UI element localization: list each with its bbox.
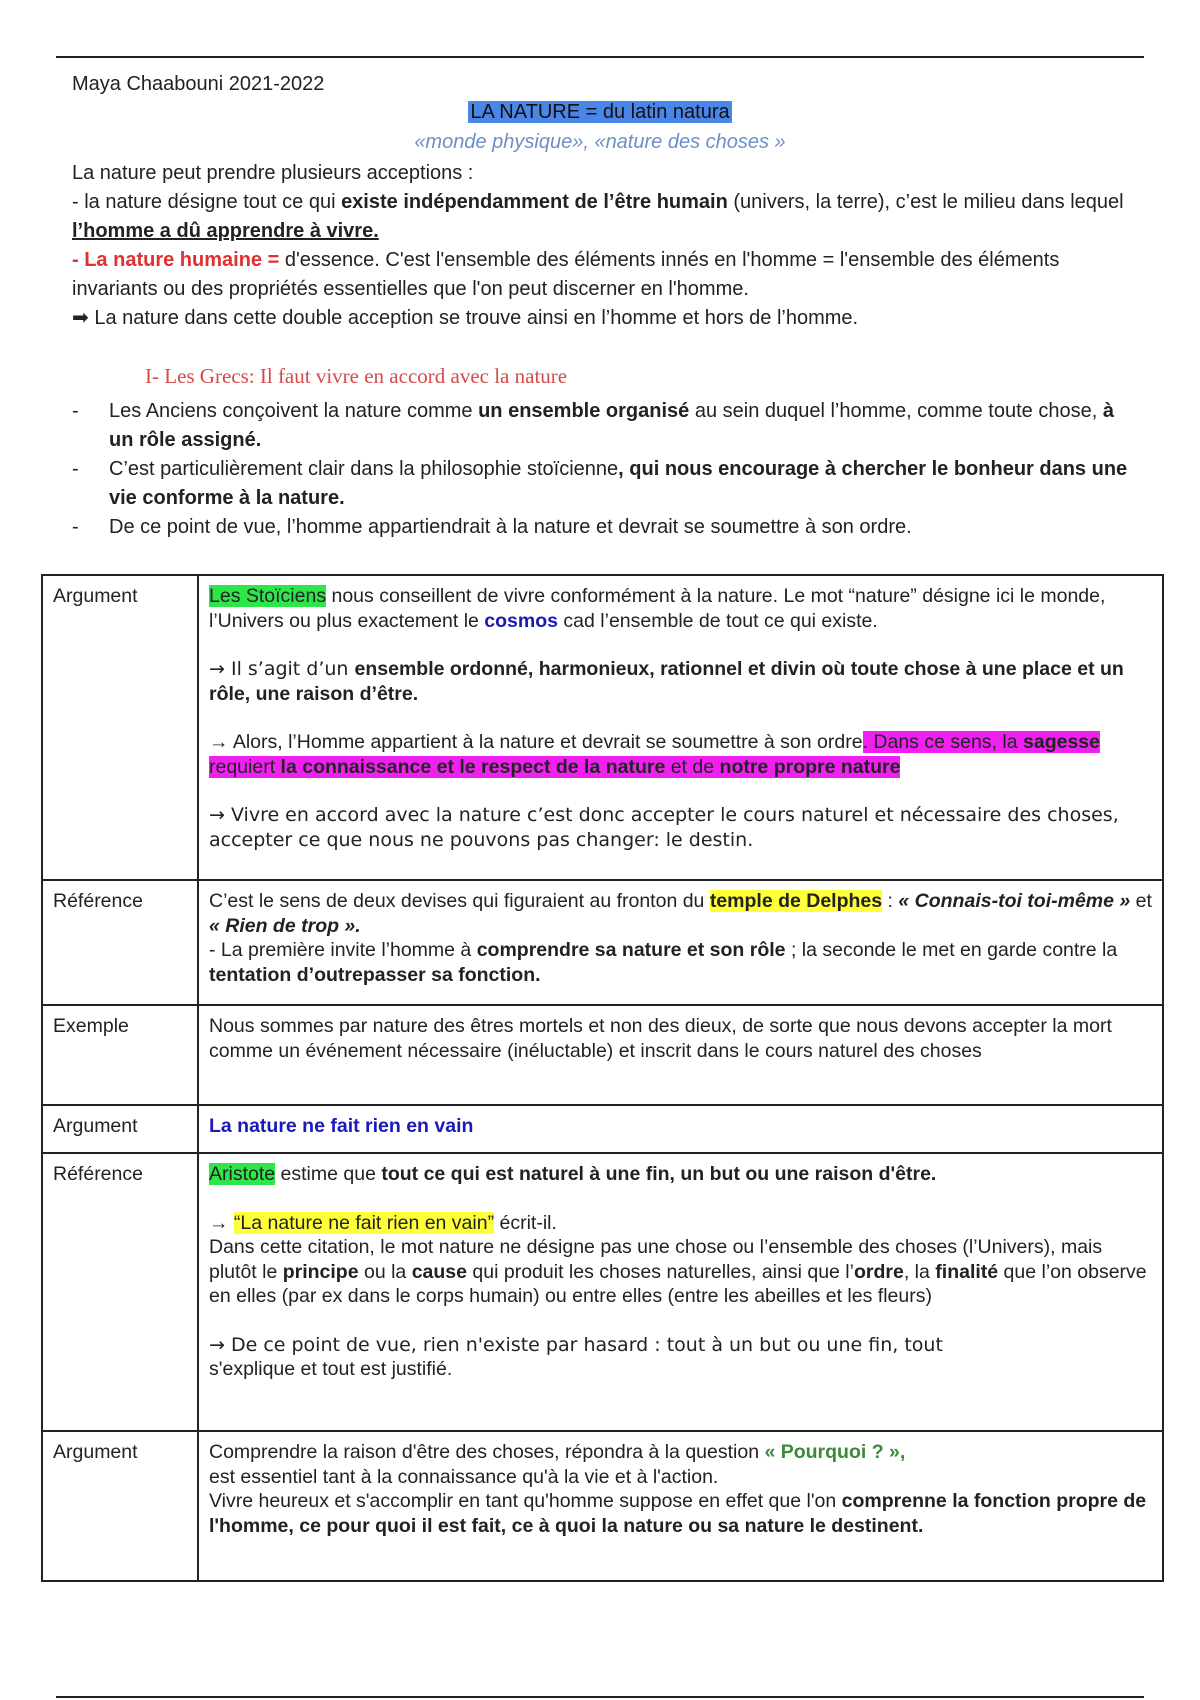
text-run: comprenne la fonction propre de l'homme, ce pour quoi il est fait, ce à quoi la nature ou sa nature le destinent. [209,1490,1147,1537]
text-run: estime que [275,1163,382,1185]
table-row [42,575,1163,880]
paragraph [209,584,1152,633]
text-run: écrit-il. [494,1211,557,1234]
text-run: - la nature désigne tout ce qui [72,191,342,213]
table-row [42,880,1163,1005]
text-run: Les Stoïciens [209,585,327,607]
row-content [198,575,1163,880]
table-row [42,1153,1163,1431]
dash-marker: - [72,516,79,538]
text-run: ou la [358,1260,412,1283]
paragraph [209,1489,1152,1538]
text-run: Dans cette citation, le mot nature ne désigne pas une chose ou l’ensemble des choses (l’Univers), mais plutôt le [209,1236,1103,1283]
intro-block [72,159,1142,333]
text-run: d'essence. C'est l'ensemble des éléments innés en l'homme = l'ensemble des éléments invariants ou des propriétés essentielles que l'on peut discerner en l'homme. [72,249,1060,300]
text-run: l’homme a dû apprendre à vivre. [72,220,379,242]
text-run: (univers, la terre), c’est le milieu dans lequel [727,191,1124,213]
intro-conclusion: ➡ La nature dans cette double acception se trouve ainsi en l’homme et hors de l’homme. [72,307,859,329]
text-run: C’est le sens de deux devises qui figuraient au fronton du [209,890,710,912]
text-run: De ce point de vue, l’homme appartiendrait à la nature et devrait se soumettre à son ordre. [109,516,912,538]
text-run: C’est particulièrement clair dans la philosophie stoïcienne [109,458,619,480]
row-content [198,1105,1163,1153]
text-run: la connaissance et le respect de la nature [280,755,666,778]
text-run: finalité [935,1260,999,1283]
text-run: au sein duquel l’homme, comme toute chose, [689,400,1103,422]
row-label: Argument [42,1105,198,1153]
text-run: nous conseillent de vivre conformément à la nature. Le mot “nature” désigne ici le monde, l’Univers ou plus exactement le [209,585,1106,632]
page-subtitle: «monde physique», «nature des choses » [414,131,786,153]
list-item [72,397,1132,455]
text-run: Les Anciens conçoivent la nature comme [109,400,479,422]
paragraph: Nous sommes par nature des êtres mortels et non des dieux, de sorte que nous devons accepter la mort comme un événement nécessaire (inéluctable) et inscrit dans le cours naturel des choses [209,1015,1112,1062]
title-highlight: LA NATURE = du latin natura [470,101,730,123]
text-run: : [882,890,899,912]
text-run: cosmos [484,609,558,632]
text-run: et [1130,890,1152,912]
row-content [198,1005,1163,1105]
row-label: Argument [42,575,198,880]
text-run: , qui nous encourage à chercher le bonheur dans une vie conforme à la nature. [109,458,1128,509]
text-run: que l’on observe en elles (par ex dans le corps humain) ou entre elles (entre les abeilles et les fleurs) [209,1260,1147,1307]
row-content [198,1153,1163,1431]
text-run: Comprendre la raison d'être des choses, répondra à la question [209,1441,765,1463]
table-row [42,1005,1163,1105]
text-run: → Alors, l’Homme appartient à la nature et devrait se soumettre à son ordre [209,731,863,753]
row-content [198,880,1163,1005]
paragraph [209,1211,1152,1236]
text-run: - La première invite l’homme à [209,939,477,961]
paragraph: s'explique et tout est justifié. [209,1358,453,1380]
intro-definition-2 [72,246,1142,304]
paragraph [209,1235,1152,1309]
text-run: requiert [209,755,281,778]
text-run: qui produit les choses naturelles, ainsi que l’ [467,1260,854,1283]
dash-marker: - [72,458,79,480]
text-run: sagesse [1023,731,1100,753]
text-run: ordre [853,1260,904,1283]
paragraph: → De ce point de vue, rien n'existe par hasard : tout à un but ou une fin, tout [209,1333,943,1356]
paragraph [209,1440,1152,1465]
text-run: . Dans ce sens, la [862,731,1023,753]
text-run: temple de Delphes [709,890,883,912]
text-run: cad l’ensemble de tout ce qui existe. [558,609,878,632]
author-line: Maya Chaabouni 2021-2022 [72,73,325,95]
text-run: existe indépendamment de l’être humain [341,191,728,213]
text-run: « Connais-toi toi-même » [898,890,1131,912]
list-item [72,513,1132,542]
text-run: tentation d’outrepasser sa fonction. [209,963,541,986]
text-run: Vivre heureux et s'accomplir en tant qu'homme suppose en effet que l'on [209,1490,842,1512]
table-row [42,1431,1163,1581]
argument-table [41,574,1164,1582]
list-item [72,455,1132,513]
text-run: à un rôle assigné. [109,400,1114,451]
bottom-divider [56,1696,1144,1698]
text-run: cause [411,1260,467,1283]
text-run: tout ce qui est naturel à une fin, un but ou une raison d'être. [381,1163,937,1185]
text-run: “La nature ne fait rien en vain” [233,1211,495,1234]
paragraph [209,657,1152,706]
page-title [0,101,1200,124]
intro-definition-1 [72,188,1142,246]
paragraph: → Vivre en accord avec la nature c’est donc accepter le cours naturel et nécessaire des choses, accepter ce que nous ne pouvons pas changer: le destin. [209,804,1119,851]
row-label: Argument [42,1431,198,1581]
paragraph [209,1162,1152,1187]
text-run: → Il s’agit d’un [209,658,355,680]
intro-line: La nature peut prendre plusieurs acceptions : [72,162,474,184]
bullet-list [72,397,1132,542]
text-run: ensemble ordonné, harmonieux, rationnel et divin où toute chose à une place et un rôle, une raison d’être. [209,658,1124,705]
text-run: « Rien de trop ». [209,914,361,937]
paragraph: La nature ne fait rien en vain [209,1115,474,1137]
row-content [198,1431,1163,1581]
paragraph [209,889,1152,938]
text-run: comprendre sa nature et son rôle [476,939,786,961]
text-run: - La nature humaine = [72,249,285,271]
text-run: ; la seconde le met en garde contre la [785,939,1118,961]
text-run: et de [665,755,720,778]
dash-marker: - [72,400,79,422]
section-heading: I- Les Grecs: Il faut vivre en accord avec la nature [145,364,568,388]
text-run: , la [903,1260,936,1283]
text-run: → [209,1211,234,1234]
text-run: un ensemble organisé [478,400,690,422]
paragraph [209,938,1152,987]
paragraph: est essentiel tant à la connaissance qu'à la vie et à l'action. [209,1465,719,1488]
top-divider [56,56,1144,58]
row-label: Référence [42,1153,198,1431]
row-label: Exemple [42,1005,198,1105]
row-label: Référence [42,880,198,1005]
text-run: notre propre nature [719,755,901,778]
table-row [42,1105,1163,1153]
paragraph [209,730,1152,779]
text-run: Aristote [209,1163,276,1185]
text-run: principe [282,1260,359,1283]
text-run: « Pourquoi ? », [764,1441,906,1463]
